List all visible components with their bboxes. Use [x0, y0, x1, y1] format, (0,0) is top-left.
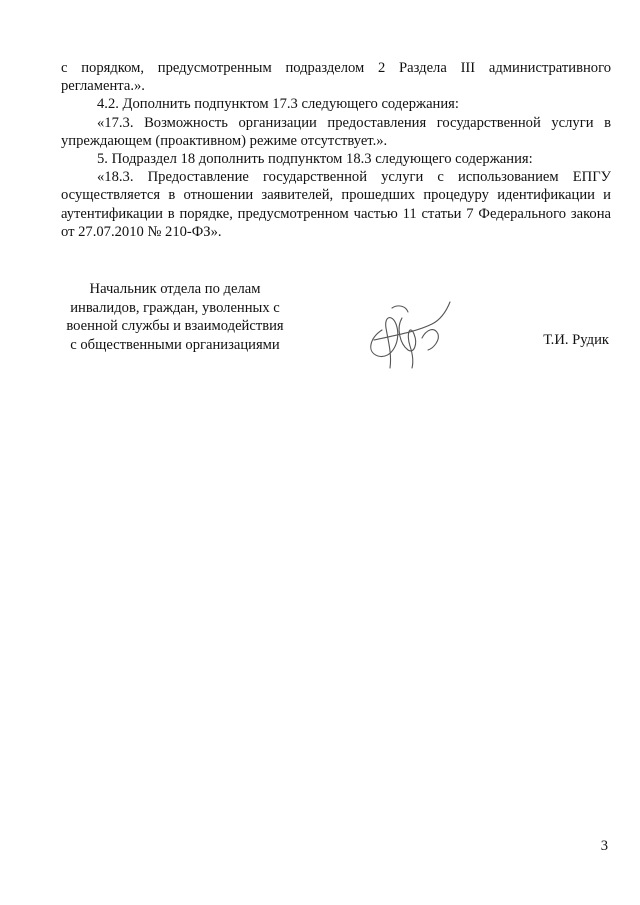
signer-position-line: инвалидов, граждан, уволенных с — [70, 299, 280, 316]
signer-position — [50, 280, 300, 354]
signer-position-line: с общественными организациями — [70, 336, 280, 353]
signer-position-line: Начальник отдела по делам — [89, 281, 261, 297]
paragraph-subclause-18-3: «18.3. Предоставление государственной услуги с использованием ЕПГУ осуществляется в отношении заявителей, прошедших процедуру идентификации и аутентификации в порядке, предусмотренном частью 11 статьи 7 Федерального закона от 27.07.2010 № 210-ФЗ». — [61, 169, 611, 240]
handwritten-signature-icon — [362, 294, 458, 372]
page-number: 3 — [600, 838, 608, 854]
signer-name: Т.И. Рудик — [543, 332, 609, 348]
document-body — [61, 59, 611, 241]
paragraph-subclause-17-3: «17.3. Возможность организации предоставления государственной услуги в упреждающем (проактивном) режиме отсутствует.». — [61, 114, 611, 149]
paragraph-amendment-5: 5. Подраздел 18 дополнить подпунктом 18.3 следующего содержания: — [97, 151, 533, 168]
paragraph-amendment-4-2: 4.2. Дополнить подпунктом 17.3 следующего содержания: — [97, 96, 459, 113]
signer-position-line: военной службы и взаимодействия — [66, 318, 284, 335]
paragraph-continuation: с порядком, предусмотренным подразделом 2 Раздела III административного регламента.». — [61, 60, 611, 95]
